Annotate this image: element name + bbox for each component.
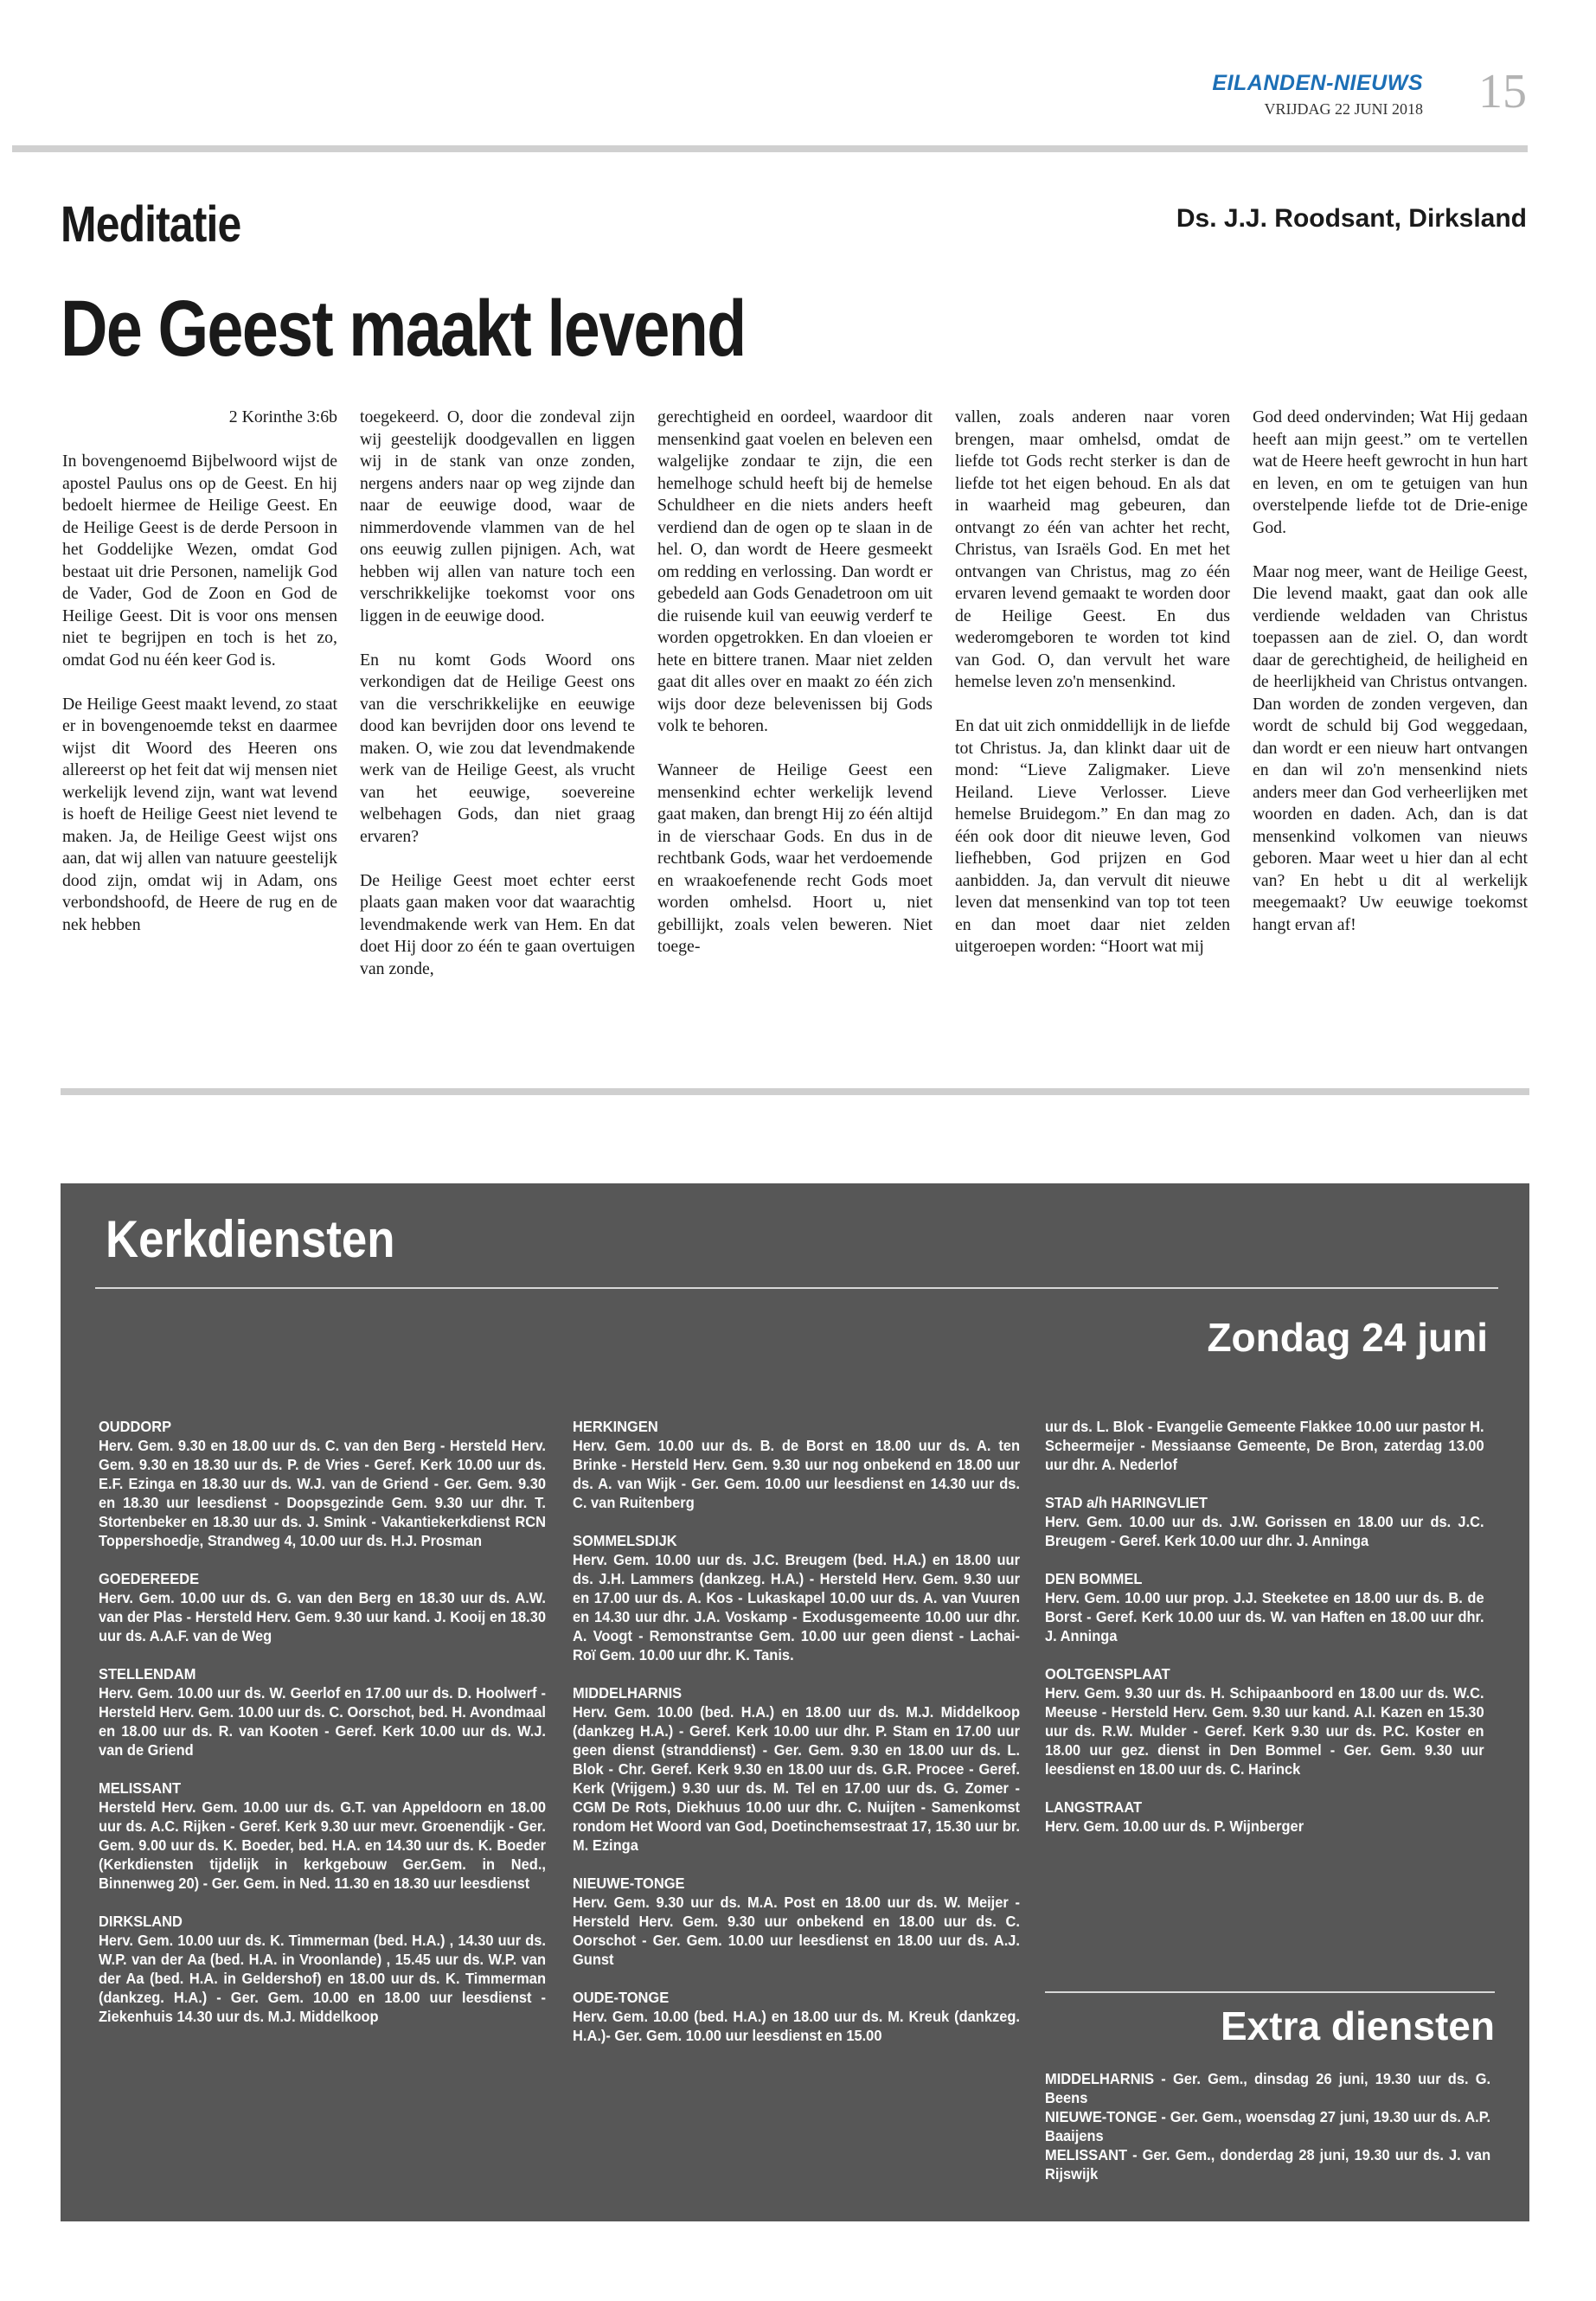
service-times: Herv. Gem. 10.00 uur ds. G. van den Berg en 18.30 uur ds. A.W. van der Plas - Hersteld Herv. Gem. 9.30 uur kand. J. Kooij en 18.30 uur ds. A.A.F. van de Weg	[99, 1589, 546, 1644]
kerkdiensten-title: Kerkdiensten	[106, 1210, 395, 1268]
service-entry	[1045, 1798, 1484, 1836]
service-entry	[573, 1874, 1020, 1969]
service-times: uur ds. L. Blok - Evangelie Gemeente Flakkee 10.00 uur pastor H. Scheermeijer - Messiaanse Gemeente, De Bron, zaterdag 13.00 uur dhr. A. Nederlof	[1045, 1418, 1484, 1473]
service-place: OOLTGENSPLAAT	[1045, 1665, 1170, 1682]
service-times: Herv. Gem. 9.30 uur ds. H. Schipaanboord en 18.00 uur ds. W.C. Meeuse - Hersteld Herv. Gem. 9.30 uur kand. A.I. Kazen en 15.30 uur ds. R.W. Mulder - Geref. Kerk 9.30 uur ds. P.C. Koster en 18.00 uur gez. dienst in Den Bommel - Ger. Gem. 9.30 uur leesdienst en 18.00 uur ds. C. Harinck	[1045, 1684, 1484, 1778]
service-times: Herv. Gem. 9.30 en 18.00 uur ds. C. van den Berg - Hersteld Herv. Gem. 9.30 en 18.30 uur ds. P. de Vries - Geref. Kerk 10.00 uur ds. E.F. Ezinga en 18.30 uur ds. W.J. van de Griend - Ger. Gem. 9.30 en 18.30 uur leesdienst - Doopsgezinde Gem. 9.30 uur dhr. T. Stortenbeker en 18.30 uur ds. J. Smink - Vakantiekerkdienst RCN Toppershoedje, Strandweg 4, 10.00 uur ds. H.J. Prosman	[99, 1437, 546, 1549]
article-paragraph: In bovengenoemd Bijbelwoord wijst de apostel Paulus ons op de Geest. En hij bedoelt hiermee de Heilige Geest. En de Heilige Geest is de derde Persoon in het Goddelijke Wezen, omdat God bestaat uit drie Personen, namelijk God de Vader, God de Zoon en God de Heilige Geest. Dit is voor ons mensen niet te begrijpen en toch is het zo, omdat God nu één keer God is.	[62, 452, 337, 670]
extra-diensten-list	[1045, 2069, 1490, 2183]
service-place: SOMMELSDIJK	[573, 1532, 677, 1549]
article-paragraph: De Heilige Geest moet echter eerst plaats gaan maken voor dat waarachtig levendmakende werk van Hem. En dat doet Hij door zo één te gaan overtuigen van zonde,	[360, 870, 635, 978]
service-times: Herv. Gem. 10.00 uur ds. W. Geerlof en 17.00 uur ds. D. Hoolwerf - Hersteld Herv. Gem. 10.00 uur ds. C. Oorschot, bed. H. Avondmaal en 18.00 uur ds. R. van Kooten - Geref. Kerk 10.00 uur ds. W.J. van de Griend	[99, 1684, 546, 1759]
article-paragraph: Wanneer de Heilige Geest een mensenkind echter werkelijk levend gaat maken, dan brengt Hij zo één altijd in de vierschaar Gods. En dus in de rechtbank Gods, waar het verdoemende en wraakoefenende recht Gods moet worden omhelsd. Hoort u, niet gebillijkt, zoals velen beweren. Niet toege-	[657, 760, 933, 956]
service-entry	[99, 1912, 546, 2026]
service-entry	[99, 1664, 546, 1759]
article-column-3	[657, 407, 933, 958]
service-place: STAD a/h HARINGVLIET	[1045, 1494, 1208, 1511]
service-entry	[1045, 1493, 1484, 1550]
section-title: Meditatie	[61, 196, 241, 253]
article-paragraph: God deed ondervinden; Wat Hij gedaan heeft aan mijn geest.” om te vertellen wat de Heere heeft gewrocht in hun hart en leven, en om te getuigen van hun overstelpende liefde tot de Drie-enige God.	[1253, 407, 1529, 537]
service-times: Herv. Gem. 10.00 (bed. H.A.) en 18.00 uur ds. M. Kreuk (dankzeg. H.A.)- Ger. Gem. 10.00 uur leesdienst en 15.00	[573, 2008, 1020, 2044]
services-column-2	[573, 1417, 1020, 2064]
newspaper-logo: EILANDEN-NIEUWS	[1212, 71, 1423, 95]
service-place: DIRKSLAND	[99, 1913, 183, 1930]
article-column-1	[62, 407, 337, 936]
page-number: 15	[1478, 65, 1527, 119]
service-entry	[99, 1569, 546, 1645]
article-headline: De Geest maakt levend	[61, 285, 746, 373]
masthead	[1212, 71, 1423, 119]
service-place: LANGSTRAAT	[1045, 1798, 1143, 1816]
service-place: STELLENDAM	[99, 1665, 196, 1682]
service-times: Herv. Gem. 10.00 uur ds. B. de Borst en 18.00 uur ds. A. ten Brinke - Hersteld Herv. Gem. 9.30 uur nog onbekend en 18.00 uur ds. A. van Wijk - Ger. Gem. 10.00 uur leesdienst en 14.30 uur ds. C. van Ruitenberg	[573, 1437, 1020, 1511]
service-entry	[99, 1417, 546, 1550]
extra-diensten-divider	[1045, 1991, 1495, 1993]
extra-service-item: NIEUWE-TONGE - Ger. Gem., woensdag 27 juni, 19.30 uur ds. A.P. Baaijens	[1045, 2108, 1491, 2144]
service-entry	[1045, 1569, 1484, 1645]
service-place: DEN BOMMEL	[1045, 1570, 1143, 1587]
extra-diensten-title: Extra diensten	[1221, 2003, 1495, 2048]
services-column-3	[1045, 1417, 1484, 1855]
service-date-heading: Zondag 24 juni	[1207, 1315, 1488, 1360]
article-column-2	[360, 407, 635, 980]
service-entry	[573, 1531, 1020, 1664]
scripture-reference: 2 Korinthe 3:6b	[228, 407, 337, 426]
service-entry	[573, 1988, 1020, 2045]
service-times: Herv. Gem. 10.00 uur ds. K. Timmerman (bed. H.A.) , 14.30 uur ds. W.P. van der Aa (bed. H.A. in Vroonlande) , 15.45 uur ds. W.P. van der Aa (bed. H.A. in Geldershof) en 18.00 uur ds. K. Timmerman (dankzeg. H.A.) - Ger. Gem. 10.00 en 18.00 uur leesdienst - Ziekenhuis 14.30 uur ds. M.J. Middelkoop	[99, 1932, 546, 2025]
extra-service-item: MIDDELHARNIS - Ger. Gem., dinsdag 26 juni, 19.30 uur ds. G. Beens	[1045, 2070, 1491, 2106]
service-place: MELISSANT	[99, 1779, 182, 1797]
service-entry	[1045, 1417, 1484, 1474]
service-place: HERKINGEN	[573, 1418, 658, 1435]
author-byline: Ds. J.J. Roodsant, Dirksland	[1176, 204, 1527, 233]
extra-service-item: MELISSANT - Ger. Gem., donderdag 28 juni, 19.30 uur ds. J. van Rijswijk	[1045, 2146, 1491, 2182]
article-paragraph: Maar nog meer, want de Heilige Geest, Die levend maakt, gaat dan ook alle verdiende weldaden van Christus toepassen aan de ziel. O, dan wordt daar de gerechtigheid, de heiligheid en de heerlijkheid van Christus ontvangen. Dan worden de zonden vergeven, dan wordt de schuld bij God weggedaan, dan wordt er een nieuw hart ontvangen en dan wil zo'n mensenkind niets anders meer dan God verheerlijken met woorden en daden. Ach, dan is dat mensenkind volkomen van nieuws geboren. Maar weet u hier dan al echt van? En hebt u dit al werkelijk meegemaakt? Uw eeuwige toekomst hangt ervan af!	[1253, 561, 1528, 934]
service-times: Herv. Gem. 10.00 uur prop. J.J. Steeketee en 18.00 uur ds. B. de Borst - Geref. Kerk 10.00 uur ds. W. van Haften en 18.00 uur dhr. J. Anninga	[1045, 1589, 1484, 1644]
article-paragraph: En nu komt Gods Woord ons verkondigen dat de Heilige Geest ons van die verschrikkelijke en eeuwige dood kan bevrijden door ons levend te maken. O, wie zou dat levendmakende werk van de Heilige Geest, als vrucht van het eeuwige, soevereine welbehagen Gods, dan niet graag ervaren?	[360, 650, 635, 846]
article-column-4	[955, 407, 1230, 958]
services-column-1	[99, 1417, 546, 2045]
service-times: Herv. Gem. 10.00 uur ds. P. Wijnberger	[1045, 1817, 1304, 1835]
section-divider	[61, 1088, 1529, 1095]
kerkdiensten-divider	[95, 1287, 1498, 1289]
service-times: Herv. Gem. 9.30 uur ds. M.A. Post en 18.00 uur ds. W. Meijer - Hersteld Herv. Gem. 9.30 uur onbekend en 18.00 uur ds. C. Oorschot - Ger. Gem. 10.00 uur leesdienst en 18.00 uur ds. A.J. Gunst	[573, 1894, 1020, 1968]
service-place: GOEDEREEDE	[99, 1570, 200, 1587]
article-column-5	[1253, 407, 1528, 936]
article-paragraph: toegekeerd. O, door die zondeval zijn wij geestelijk doodgevallen en liggen wij in de stank van onze zonden, nergens anders naar op weg zijnde dan naar de eeuwige dood, waar de nimmerdovende vlammen van de hel ons eeuwig zullen pijnigen. Ach, wat hebben wij allen van nature toch een verschrikkelijke toekomst voor ons liggen in de eeuwige dood.	[360, 407, 635, 625]
service-place: MIDDELHARNIS	[573, 1684, 683, 1702]
service-place: OUDE-TONGE	[573, 1989, 670, 2006]
article-paragraph: En dat uit zich onmiddellijk in de liefde tot Christus. Ja, dan klinkt daar uit de mond: “Lieve Zaligmaker. Lieve Heiland. Lieve Verlosser. Lieve hemelse Bruidegom.” En dan mag zo één ook door dit nieuwe leven, God liefhebben, God prijzen en God aanbidden. Ja, dan vervult dit nieuwe leven dat mensenkind van top tot teen en dan moet daar niet zelden uitgeroepen worden: “Hoort wat mij	[955, 716, 1230, 956]
article-body	[62, 407, 1533, 1012]
issue-date: VRIJDAG 22 JUNI 2018	[1264, 100, 1423, 118]
service-times: Herv. Gem. 10.00 uur ds. J.W. Gorissen en 18.00 uur ds. J.C. Breugem - Geref. Kerk 10.00 uur dhr. J. Anninga	[1045, 1513, 1484, 1549]
article-paragraph: De Heilige Geest maakt levend, zo staat er in bovengenoemde tekst en daarmee wijst dit Woord des Heeren ons allereerst op het feit dat wij mensen niet werkelijk levend zijn, want wat levend is hoeft de Heilige Geest niet levend te maken. Ja, de Heilige Geest wijst ons aan, dat wij allen van natuure geestelijk dood zijn, omdat wij in Adam, ons verbondshoofd, de Heere de rug en de nek hebben	[62, 694, 337, 934]
service-entry	[99, 1779, 546, 1893]
kerkdiensten-box	[61, 1183, 1529, 2221]
service-times: Hersteld Herv. Gem. 10.00 uur ds. G.T. van Appeldoorn en 18.00 uur ds. A.C. Rijken - Geref. Kerk 9.30 uur mevr. Groenendijk - Ger. Gem. 9.00 uur ds. K. Boeder, bed. H.A. en 14.30 uur ds. K. Boeder (Kerkdiensten tijdelijk in kerkgebouw Ger.Gem. in Ned., Binnenweg 20) - Ger. Gem. in Ned. 11.30 en 18.30 uur leesdienst	[99, 1798, 546, 1892]
service-times: Herv. Gem. 10.00 (bed. H.A.) en 18.00 uur ds. M.J. Middelkoop (dankzeg H.A.) - Geref. Kerk 10.00 uur dhr. P. Stam en 17.00 uur geen dienst (stranddienst) - Ger. Gem. 9.30 en 18.00 uur ds. L. Blok - Chr. Geref. Kerk 9.30 en 18.00 uur ds. G.R. Procee - Geref. Kerk (Vrijgem.) 9.30 uur ds. M. Tel en 17.00 uur ds. G. Zomer - CGM De Rots, Diekhuus 10.00 uur dhr. C. Nuijten - Samenkomst rondom Het Woord van God, Doetinchemsestraat 17, 15.30 uur br. M. Ezinga	[573, 1703, 1020, 1854]
service-entry	[573, 1417, 1020, 1512]
top-divider	[12, 145, 1528, 152]
service-times: Herv. Gem. 10.00 uur ds. J.C. Breugem (bed. H.A.) en 18.00 uur ds. J.H. Lammers (dankzeg. H.A.) - Hersteld Herv. Gem. 9.30 uur en 17.00 uur ds. A. Kos - Lukaskapel 10.00 uur ds. A. van Vuuren en 14.30 uur dhr. J.A. Voskamp - Exodusgemeente 10.00 uur dhr. A. Voogt - Remonstrantse Gem. 10.00 uur geen dienst - Lachai-Roï Gem. 10.00 uur dhr. K. Tanis.	[573, 1551, 1020, 1663]
article-paragraph: gerechtigheid en oordeel, waardoor dit mensenkind gaat voelen en beleven een walgelijke zondaar te zijn, die een hemelhoge schuld heeft bij de hemelse Schuldheer en die niets anders heeft verdiend dan de ogen op te slaan in de hel. O, dan wordt de Heere gesmeekt om redding en verlossing. Dan wordt er gebedeld aan Gods Genadetroon om uit die ruisende kuil van eeuwig verderf te worden opgetrokken. En dan vloeien er hete en bittere tranen. Maar niet zelden gaat dit alles over en maakt zo één zich wijs door deze belevenissen bij Gods volk te behoren.	[657, 407, 933, 735]
article-paragraph: vallen, zoals anderen naar voren brengen, maar omhelsd, omdat de liefde tot Gods recht sterker is dan de liefde tot het eigen behoud. En als dat in waarheid mag gebeuren, dan ontvangt zo één van achter het recht, Christus, van Israëls God. En met het ontvangen van Christus, mag zo één ervaren levend gemaakt te worden door de Heilige Geest. En dus wederomgeboren te worden tot kind van God. O, dan vervult het ware hemelse leven zo'n mensenkind.	[955, 407, 1230, 691]
service-place: OUDDORP	[99, 1418, 172, 1435]
service-entry	[1045, 1664, 1484, 1779]
service-place: NIEUWE-TONGE	[573, 1875, 685, 1892]
service-entry	[573, 1683, 1020, 1855]
